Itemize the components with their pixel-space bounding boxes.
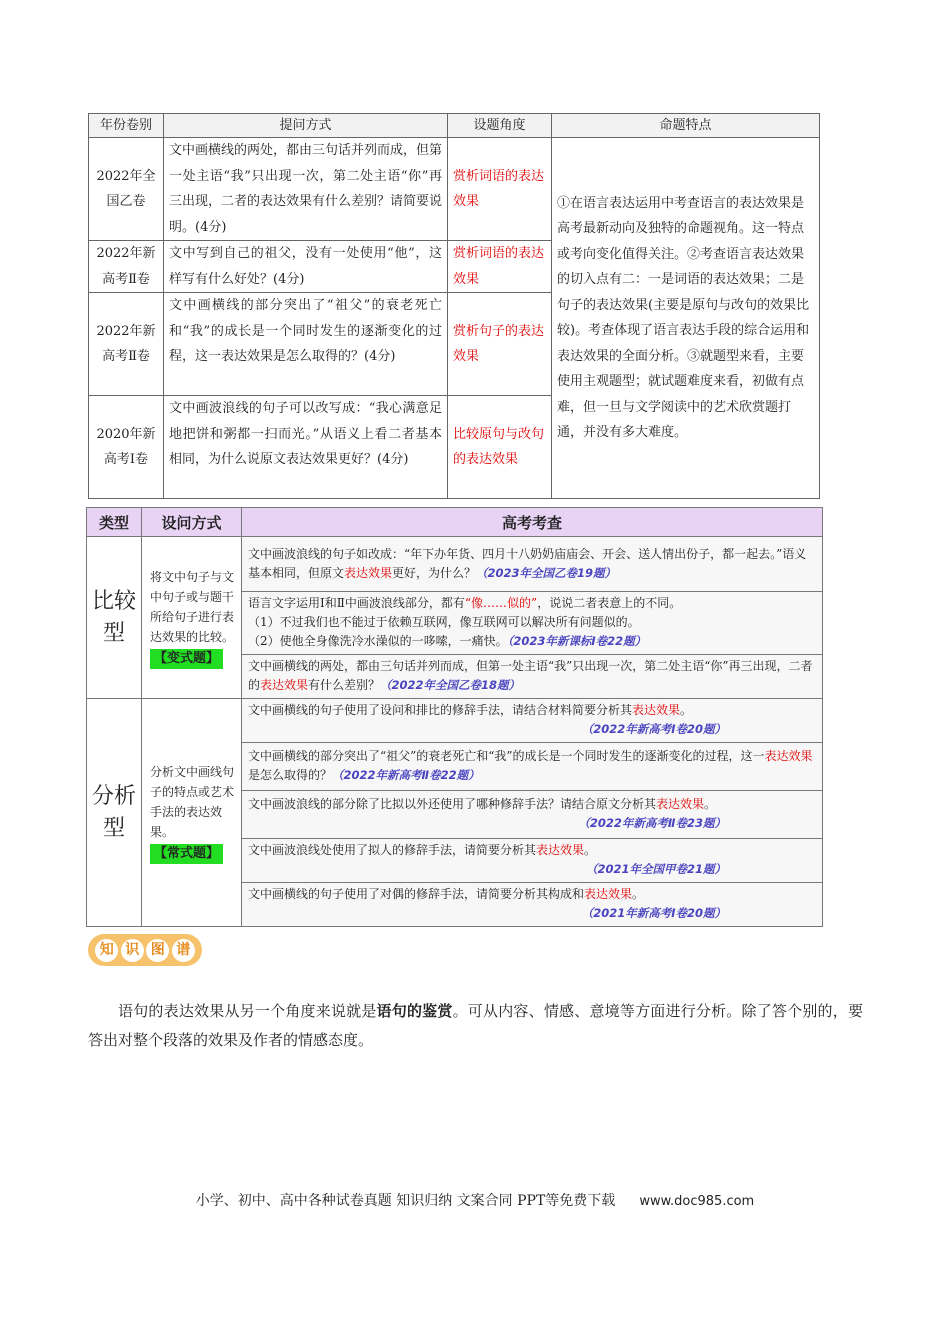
exam-item <box>242 791 823 839</box>
item-source: （2023年新课标Ⅰ卷22题） <box>507 634 647 648</box>
angle-cell: 赏析句子的表达效果 <box>448 293 552 396</box>
features-cell: ①在语言表达运用中考查语言的表达效果是高考最新动向及独特的命题视角。这一特点或考向变化值得关注。②考查语言表达效果的切入点有二：一是词语的表达效果；二是句子的表达效果(主要是原句与改句的效果比较)。考查体现了语言表达手段的综合运用和表达效果的全面分析。③就题型来看，主要使用主观题型；就试题难度来看，初做有点难，但一旦与文学阅读中的艺术欣赏题打通，并没有多大难度。 <box>552 138 820 499</box>
item-highlight: 表达效果 <box>656 797 705 811</box>
paragraph-text: 语句的表达效果从另一个角度来说就是 <box>118 1002 377 1020</box>
table-row <box>89 138 820 241</box>
item-highlight: 表达效果 <box>632 703 681 717</box>
type-label: 比较型 <box>91 588 136 646</box>
method-cell <box>142 537 242 699</box>
summary-paragraph <box>88 997 863 1055</box>
item-source: （2021年新高考Ⅰ卷20题） <box>581 906 726 920</box>
knowledge-map-badge <box>88 934 202 966</box>
item-text: 更好，为什么？ <box>392 565 477 580</box>
item-text: 文中画横线的句子使用了对偶的修辞手法，请简要分析其构成和 <box>248 887 585 901</box>
table-header-row <box>87 508 823 537</box>
year-cell: 2022年新高考Ⅱ卷 <box>89 293 164 396</box>
angle-cell: 赏析词语的表达效果 <box>448 241 552 293</box>
item-text: 。 <box>584 843 597 857</box>
badge-char: 知 <box>95 939 118 962</box>
item-text: 。 <box>704 797 717 811</box>
header-features: 命题特点 <box>552 114 820 138</box>
item-text: （1）不过我们也不能过于依赖互联网，像互联网可以解决所有问题似的。 <box>248 615 640 629</box>
question-cell: 文中画波浪线的句子可以改写成：“我心满意足地把饼和粥都一扫而光。”从语义上看二者基本相同，为什么说原文表达效果更好？(4分) <box>164 396 448 499</box>
badge-char: 谱 <box>172 939 195 962</box>
header-year: 年份卷别 <box>89 114 164 138</box>
item-text: 文中画横线的句子使用了设问和排比的修辞手法，请结合材料简要分析其 <box>248 703 633 717</box>
type-cell <box>87 537 142 699</box>
question-type-table <box>86 507 823 927</box>
year-cell: 2020年新高考Ⅰ卷 <box>89 396 164 499</box>
item-source: （2022年新高考Ⅰ卷20题） <box>581 722 726 736</box>
item-text: 。 <box>680 703 693 717</box>
paragraph-text: 。可从内容、情感、意境等方面进行分析。除了答个别的，要答出对整个段落的效果及作者的情感态度。 <box>88 1002 863 1049</box>
type-label: 分析型 <box>91 783 136 841</box>
header-type: 类型 <box>87 508 142 537</box>
item-source: （2022年全国乙卷18题） <box>380 678 521 692</box>
exam-item <box>242 592 823 655</box>
table-row <box>87 699 823 743</box>
item-text: ，说说二者表意上的不同。 <box>537 596 682 610</box>
method-text: 将文中句子与文中句子或与题干所给句子进行表达效果的比较。 <box>150 569 235 644</box>
item-highlight: 表达效果 <box>764 749 813 763</box>
angle-cell: 比较原句与改句的表达效果 <box>448 396 552 499</box>
item-source: （2022年新高考Ⅱ卷22题） <box>332 768 480 782</box>
header-angle: 设题角度 <box>448 114 552 138</box>
table-header-row <box>89 114 820 138</box>
year-cell: 2022年新高考Ⅱ卷 <box>89 241 164 293</box>
item-text: 文中画波浪线的句子如改成：“年下办年货、四月十八奶奶庙庙会、开会、送人情出份子，都一起去。”语义基本相同，但原文 <box>248 546 807 580</box>
badge-char: 识 <box>121 939 144 962</box>
exam-item <box>242 839 823 883</box>
item-text: 文中画波浪线处使用了拟人的修辞手法，请简要分析其 <box>248 843 537 857</box>
item-source: （2021年全国甲卷21题） <box>585 862 726 876</box>
question-cell: 文中画横线的部分突出了“祖父”的衰老死亡和“我”的成长是一个同时发生的逐渐变化的过程，这一表达效果是怎么取得的？(4分) <box>164 293 448 396</box>
exam-item <box>242 743 823 791</box>
question-cell: 文中画横线的两处，都由三句话并列而成，但第一处主语“我”只出现一次，第二处主语“你”再三出现，二者的表达效果有什么差别？请简要说明。(4分) <box>164 138 448 241</box>
exam-overview-table <box>88 113 820 499</box>
item-text: 文中画横线的部分突出了“祖父”的衰老死亡和“我”的成长是一个同时发生的逐渐变化的过程，这一 <box>248 749 765 763</box>
standard-tag: 【常式题】 <box>150 844 223 864</box>
item-text: 文中画横线的两处，都由三句话并列而成，但第一处主语“我”只出现一次，第二处主语“你”再三出现，二者的 <box>248 659 813 692</box>
paragraph-bold: 语句的鉴赏 <box>376 1002 453 1020</box>
year-cell: 2022年全国乙卷 <box>89 138 164 241</box>
angle-cell: 赏析词语的表达效果 <box>448 138 552 241</box>
table-row <box>87 537 823 592</box>
page-footer <box>0 1190 950 1210</box>
footer-link[interactable]: www.doc985.com <box>639 1194 755 1209</box>
item-highlight: 表达效果 <box>344 565 393 580</box>
item-text: 是怎么取得的？ <box>248 768 333 782</box>
item-text: 。 <box>632 887 645 901</box>
exam-item <box>242 537 823 592</box>
item-text: 有什么差别？ <box>308 678 381 692</box>
variant-tag: 【变式题】 <box>150 649 223 669</box>
footer-text: 小学、初中、高中各种试卷真题 知识归纳 文案合同 PPT等免费下载 <box>195 1193 616 1209</box>
badge-char: 图 <box>146 939 169 962</box>
header-exam: 高考考查 <box>242 508 823 537</box>
item-text: 文中画波浪线的部分除了比拟以外还使用了哪种修辞手法？请结合原文分析其 <box>248 797 657 811</box>
exam-item <box>242 655 823 699</box>
item-text: （2）使他全身像洗冷水澡似的一哆嗦，一痛快。 <box>248 634 508 648</box>
item-highlight: 表达效果 <box>260 678 309 692</box>
header-method: 设问方式 <box>142 508 242 537</box>
exam-item <box>242 883 823 927</box>
item-source: （2022年新高考Ⅱ卷23题） <box>578 816 726 830</box>
item-highlight: 表达效果 <box>584 887 633 901</box>
type-cell <box>87 699 142 927</box>
item-source: （2023年全国乙卷19题） <box>476 565 617 580</box>
header-question: 提问方式 <box>164 114 448 138</box>
item-highlight: 表达效果 <box>536 843 585 857</box>
item-text: 语言文字运用Ⅰ和Ⅱ中画波浪线部分，都有 <box>248 596 465 610</box>
question-cell: 文中写到自己的祖父，没有一处使用“他”，这样写有什么好处？(4分) <box>164 241 448 293</box>
method-cell <box>142 699 242 927</box>
item-highlight: “像……似的” <box>464 596 538 610</box>
method-text: 分析文中画线句子的特点或艺术手法的表达效果。 <box>150 764 235 839</box>
exam-item <box>242 699 823 743</box>
